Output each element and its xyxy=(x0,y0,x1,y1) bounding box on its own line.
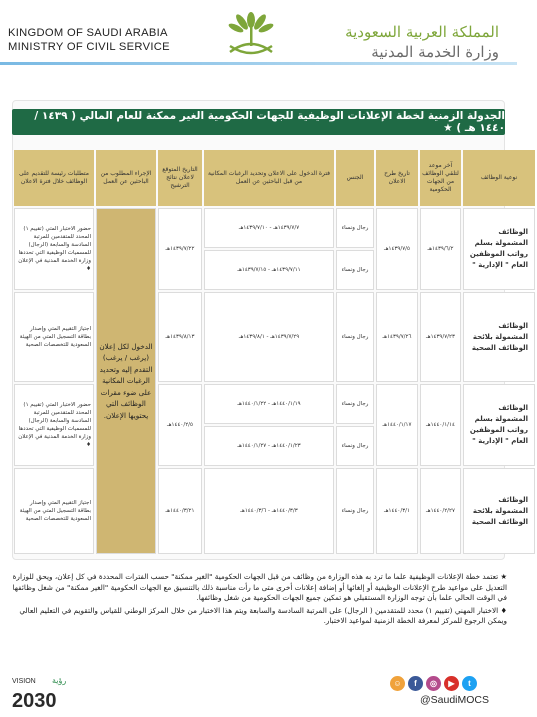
table-row xyxy=(14,208,535,248)
ministry-name-ar xyxy=(345,22,499,62)
schedule-table xyxy=(12,148,537,556)
facebook-icon[interactable]: f xyxy=(408,676,423,691)
vision-2030-logo xyxy=(12,674,78,714)
job-type-cell: الوظائف المشمولة بلائحة الوظائف الصحية xyxy=(463,468,535,554)
requirement-cell: حضور الاختبار المتي (تقييم ١) المحدد للمتقدمين للمرتبة السادسة والسابعة (الرجال) للمسميات الوظيفية التي تحددها وزارة الخدمة المدنية في الإعلان ♦ xyxy=(14,384,94,466)
table-header-row xyxy=(14,150,535,206)
gender-cell: رجال ونساء xyxy=(336,250,374,290)
announce-cell: ١٤٤٠/١/١٧هـ xyxy=(376,384,418,466)
period-cell: ١٤٤٠/١/١٩هـ - ١٤٤٠/١/٢٢هـ xyxy=(204,384,334,424)
deadline-cell: ١٤٤٠/٢/٢٧هـ xyxy=(420,468,461,554)
required-action-cell: الدخول لكل إعلان (يرغب / يرغب) التقدم إليه وتحديد الرغبات المكانية على ضوء مقرات الوظائف التي يحتويها الإعلان. xyxy=(96,208,156,554)
requirement-cell: اجتياز التقييم المتي وإصدار بطاقة التسجيل المتي من الهيئة السعودية للتخصصات الصحية xyxy=(14,292,94,382)
period-cell: ١٤٤٠/٣/٣هـ - ١٤٤٠/٣/٦هـ xyxy=(204,468,334,554)
result-date-cell: ١٤٤٠/٣/٢١هـ xyxy=(158,468,202,554)
col-header: التاريخ المتوقع لاعلان نتائج الترشيح xyxy=(158,150,202,206)
col-header: فترة الدخول على الاعلان وتحديد الرغبات المكانية من قبل الباحثين عن العمل xyxy=(204,150,334,206)
vision-ar: رؤية xyxy=(52,676,67,685)
job-type-cell: الوظائف المشمولة بلائحة الوظائف الصحية xyxy=(463,292,535,382)
social-handle[interactable]: @SaudiMOCS xyxy=(420,694,490,706)
vision-en: VISION xyxy=(12,678,36,685)
job-type-cell: الوظائف المشمولة بسلم رواتب الموظفين العام " الإدارية " xyxy=(463,384,535,466)
gender-cell: رجال ونساء xyxy=(336,426,374,466)
footnotes xyxy=(10,572,507,627)
deadline-cell: ١٤٣٩/٧/٢٣هـ xyxy=(420,292,461,382)
col-header: الجنس xyxy=(336,150,374,206)
job-type-cell: الوظائف المشمولة بسلم رواتب الموظفين العام " الإدارية " xyxy=(463,208,535,290)
ar-line-2: وزارة الخدمة المدنية xyxy=(371,43,499,61)
palm-swords-emblem-icon xyxy=(220,8,282,60)
ministry-name-en xyxy=(8,26,170,54)
social-icons xyxy=(390,676,477,691)
result-date-cell: ١٤٣٩/٨/١٣هـ xyxy=(158,292,202,382)
period-cell: ١٤٤٠/١/٢٣هـ - ١٤٤٠/١/٢٧هـ xyxy=(204,426,334,466)
footnote-diamond: ♦ الاختبار المهني (تقييم ١) محدد للمتقدمين ( الرجال) على المرتبة السادسة والسابعة ويتم هذا الاختبار من خلال المركز الوطني للقياس والتقويم في التعليم العالي ويمكن الرجوع للمركز لمعرفة الخطة الزمنية لمواعيد الاختبار. xyxy=(19,605,507,625)
table-row xyxy=(14,468,535,554)
col-header: آخر موعد لتلقي الوظائف من الجهات الحكومية xyxy=(420,150,461,206)
ar-line-1: المملكة العربية السعودية xyxy=(345,23,499,41)
header-divider xyxy=(0,62,517,65)
deadline-cell: ١٤٤٠/١/١٤هـ xyxy=(420,384,461,466)
page-header xyxy=(0,0,517,70)
col-header: تاريخ طرح الاعلان xyxy=(376,150,418,206)
en-line-1: KINGDOM OF SAUDI ARABIA xyxy=(8,27,168,39)
col-header: متطلبات رئيسة للتقديم على الوظائف خلال فترة الاعلان xyxy=(14,150,94,206)
gender-cell: رجال ونساء xyxy=(336,384,374,424)
gender-cell: رجال ونساء xyxy=(336,292,374,382)
deadline-cell: ١٤٣٩/٦/٢هـ xyxy=(420,208,461,290)
en-line-2: MINISTRY OF CIVIL SERVICE xyxy=(8,41,170,53)
col-header: نوعية الوظائف xyxy=(463,150,535,206)
requirement-cell: اجتياز التقييم المتي وإصدار بطاقة التسجيل المتي من الهيئة السعودية للتخصصات الصحية xyxy=(14,468,94,554)
instagram-icon[interactable]: ◎ xyxy=(426,676,441,691)
announce-cell: ١٤٣٩/٧/٢٦هـ xyxy=(376,292,418,382)
schedule-title: الجدولة الزمنية لخطة الإعلانات الوظيفية للجهات الحكومية الغير ممكنة للعام المالي ( ١٤٣٩ / ١٤٤٠ هـ ) ★ xyxy=(12,109,505,135)
period-cell: ١٤٣٩/٧/٢٩هـ - ١٤٣٩/٨/١هـ xyxy=(204,292,334,382)
period-cell: ١٤٣٩/٧/٧هـ - ١٤٣٩/٧/١٠هـ xyxy=(204,208,334,248)
gender-cell: رجال ونساء xyxy=(336,468,374,554)
vision-year: 2030 xyxy=(12,690,57,712)
youtube-icon[interactable]: ▶ xyxy=(444,676,459,691)
result-date-cell: ١٤٣٩/٧/٢٢هـ xyxy=(158,208,202,290)
result-date-cell: ١٤٤٠/٢/٥هـ xyxy=(158,384,202,466)
col-header: الإجراء المطلوب من الباحثين عن العمل xyxy=(96,150,156,206)
twitter-icon[interactable]: t xyxy=(462,676,477,691)
table-row xyxy=(14,384,535,424)
announce-cell: ١٤٣٩/٧/٥هـ xyxy=(376,208,418,290)
requirement-cell: حضور الاختبار المتي (تقييم ١) المحدد للمتقدمين للمرتبة السادسة والسابعة (الرجال) للمسميات الوظيفية التي تحددها وزارة الخدمة المدنية في الإعلان ♦ xyxy=(14,208,94,290)
gender-cell: رجال ونساء xyxy=(336,208,374,248)
table-row xyxy=(14,292,535,382)
footnote-star: ★ تعتمد خطة الإعلانات الوظيفية علما ما ترد به هذه الوزارة من وظائف من قبل الجهات الحكومية "الغير ممكنة" حسب الفترات المحددة في كل إعلان، ويحق للوزارة التعديل على مواعيد طرح الإعلانات الوظيفية أو إلغائها أو إضافة إعلانات أخرى متى ما رأت مناسبة ذلك بالتنسيق مع الجهات الحكومية "الغير ممكنة" من شغل وظائفها في الوقت الحالي علما بأن توجه الوزارة المستقبلي هو تمكين جميع الجهات الحكومية من شغل وظائفها. xyxy=(12,572,507,602)
period-cell: ١٤٣٩/٧/١١هـ - ١٤٣٩/٧/١٥هـ xyxy=(204,250,334,290)
announce-cell: ١٤٤٠/٣/١هـ xyxy=(376,468,418,554)
snapchat-icon[interactable]: ☺ xyxy=(390,676,405,691)
